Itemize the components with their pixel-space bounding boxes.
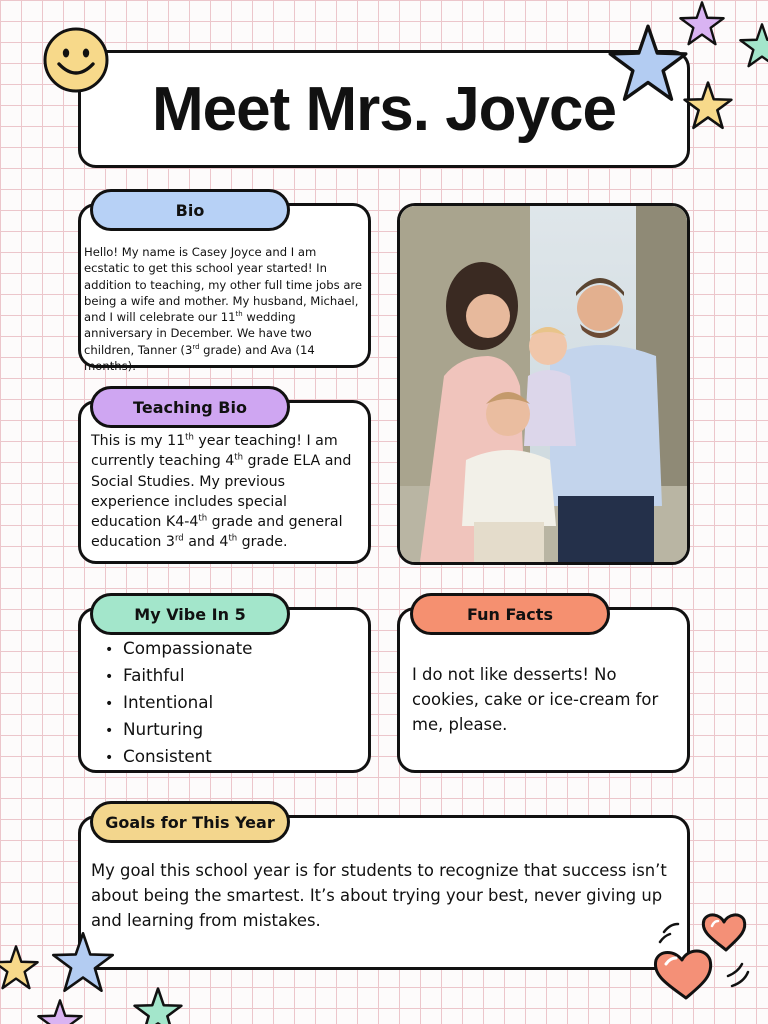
list-item: • Consistent [105, 744, 358, 771]
star-icon [738, 22, 768, 70]
fun-facts-heading: Fun Facts [410, 593, 610, 635]
goals-heading: Goals for This Year [90, 801, 290, 843]
bio-text: Hello! My name is Casey Joyce and I am ecstatic to get this school year started! In addition to teaching, my other full time jobs are being a wife and mother. My husband, Michael, and I will celebrate our 11th wedding anniversary in December. We have two children, Tanner (3rd grade) and Ava (14 months). [84, 245, 363, 374]
family-photo-icon [400, 206, 687, 562]
vibe-list [105, 636, 358, 771]
list-item: • Compassionate [105, 636, 358, 663]
list-item: • Faithful [105, 663, 358, 690]
family-photo [397, 203, 690, 565]
list-item: • Intentional [105, 690, 358, 717]
star-icon [36, 998, 84, 1024]
bio-heading: Bio [90, 189, 290, 231]
goals-text: My goal this school year is for students to recognize that success isn’t about being the smartest. It’s about trying your best, never giving up and learning from mistakes. [91, 861, 667, 930]
star-icon [0, 944, 40, 992]
vibe-heading: My Vibe In 5 [90, 593, 290, 635]
teaching-bio-heading: Teaching Bio [90, 386, 290, 428]
title-banner [78, 50, 690, 168]
page-title: Meet Mrs. Joyce [152, 74, 616, 144]
star-icon [50, 930, 116, 996]
smiley-icon [42, 26, 110, 94]
teaching-bio-text: This is my 11th year teaching! I am currently teaching 4th grade ELA and Social Studies. My previous experience includes special education K4-4th grade and general education 3rd and 4th grade. [91, 432, 352, 551]
fun-facts-text: I do not like desserts! No cookies, cake or ice-cream for me, please. [412, 665, 659, 734]
star-icon [682, 80, 734, 132]
list-item: • Nurturing [105, 717, 358, 744]
star-icon [132, 986, 184, 1024]
star-icon [678, 0, 726, 48]
hearts-icon [648, 912, 758, 1004]
